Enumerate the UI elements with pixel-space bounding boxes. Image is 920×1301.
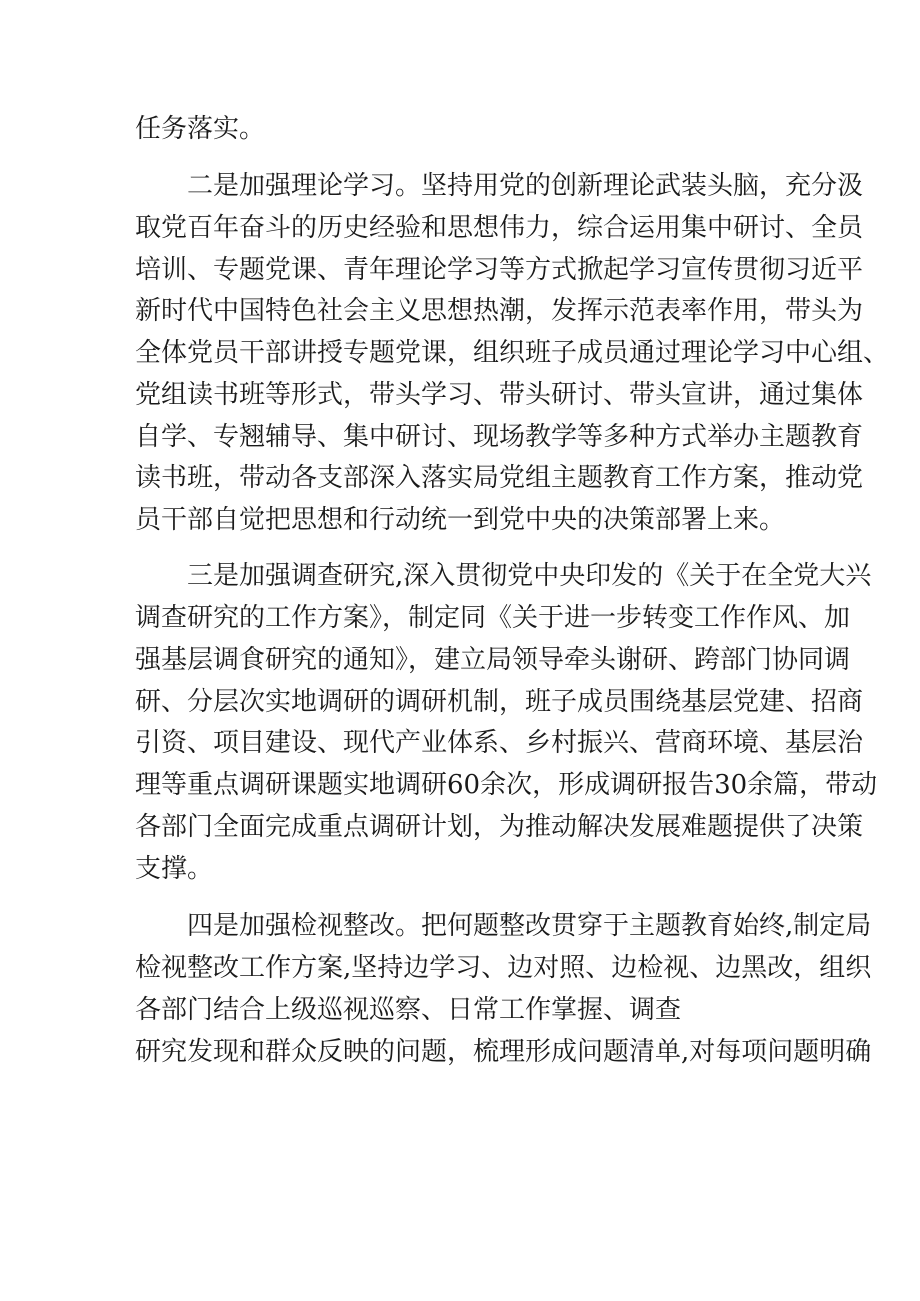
text-line: 检视整改工作方案,坚持边学习、边对照、边检视、边黑改，组织: [135, 953, 872, 983]
text-line: 研、分层次实地调研的调研机制，班子成员围绕基层党建、招商: [135, 687, 864, 717]
text-line: 理等重点调研课题实地调研60余次，形成调研报告30余篇，带动: [135, 770, 878, 800]
text-line: 党组读书班等形式，带头学习、带头研讨、带头宣讲，通过集体: [135, 380, 864, 410]
text-line: 调查研究的工作方案》，制定同《关于进一步转变工作作风、加: [135, 603, 851, 633]
text-line: 员干部自觉把思想和行动统一到党中央的决策部署上来。: [135, 505, 786, 535]
text-line: 引资、项目建设、现代产业体系、乡村振兴、营商环境、基层治: [135, 728, 864, 758]
text-line: 各部门全面完成重点调研计划，为推动解决发展难题提供了决策: [135, 812, 864, 842]
paragraph-first-line: 三是加强调查研究,深入贯彻党中央印发的《关于在全党大兴: [187, 561, 872, 591]
text-line: 取党百年奋斗的历史经验和思想伟力，综合运用集中研讨、全员: [135, 213, 864, 243]
text-line: 支撑。: [135, 854, 214, 884]
text-line: 读书班，带动各支部深入落实局党组主题教育工作方案，推动党: [135, 463, 864, 493]
text-line: 培训、专题党课、青年理论学习等方式掀起学习宣传贯彻习近平: [135, 255, 864, 285]
text-line: 新时代中国特色社会主义思想热潮，发挥示范表率作用，带头为: [135, 296, 864, 326]
text-line: 任务落实。: [135, 114, 266, 144]
text-line: 全体党员干部讲授专题党课，组织班子成员通过理论学习中心组、: [135, 338, 890, 368]
paragraph-first-line: 四是加强检视整改。把何题整改贯穿于主题教育始终,制定局: [187, 911, 872, 941]
text-line: 研究发现和群众反映的问题，梳理形成问题清单,对每项问题明确: [135, 1037, 872, 1067]
text-line: 强基层调食研究的通知》，建立局领导牵头谢研、跨部门协同调: [135, 645, 851, 675]
text-line: 自学、专翘辅导、集中研讨、现场教学等多种方式举办主题教育: [135, 422, 864, 452]
text-line: 各部门结合上级巡视巡察、日常工作掌握、调查: [135, 995, 682, 1025]
paragraph-first-line: 二是加强理论学习。坚持用党的创新理论武装头脑，充分汲: [187, 171, 864, 201]
